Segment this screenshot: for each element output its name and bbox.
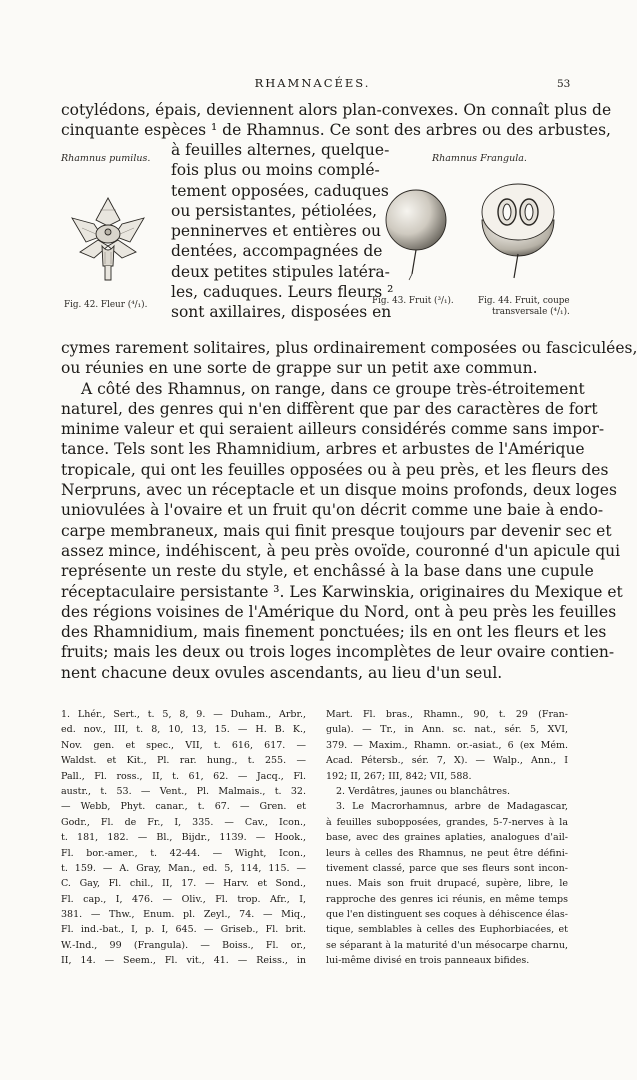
footnotes-left-column: [61, 707, 306, 969]
footnote-line: Mart. Fl. bras., Rhamn., 90, t. 29 (Fran-: [326, 709, 568, 720]
text-line: uniovulées à l'ovaire et un fruit qu'on décrit comme une baie à endo-: [61, 501, 604, 520]
footnote-line: W.-Ind., 99 (Frangula). — Boiss., Fl. or.,: [61, 939, 306, 951]
footnote-line: base, avec des graines aplaties, analogues d'ail-: [326, 832, 568, 844]
footnote-line: t. 159. — A. Gray, Man., ed. 5, 114, 115. —: [61, 862, 306, 874]
footnote-line: tique, semblables à celles des Euphorbiacées, et: [326, 924, 568, 936]
page-number: 53: [557, 78, 571, 90]
footnote-line: 3. Le Macrorhamnus, arbre de Madagascar,: [336, 801, 568, 813]
footnote-line: Fl. cap., I, 476. — Oliv., Fl. trop. Afr., I,: [61, 893, 306, 905]
footnote-line: Fl. bor.-amer., t. 42-44. — Wight, Icon.,: [61, 847, 306, 859]
text-line: fruits; mais les deux ou trois loges incomplètes de leur ovaire contien-: [61, 643, 615, 662]
text-line: carpe membraneux, mais qui finit presque toujours par devenir sec et: [61, 521, 612, 540]
figure-42-flower-illustration: [58, 180, 158, 290]
footnote-line: austr., t. 53. — Vent., Pl. Malmais., t. 32.: [61, 785, 306, 797]
text-line: cymes rarement solitaires, plus ordinairement composées ou fasciculées,: [61, 339, 637, 357]
footnote-line: lui-même divisé en trois panneaux bifides.: [326, 955, 530, 967]
text-line: fois plus ou moins complé-: [171, 161, 380, 180]
footnote-line: que l'en distinguent ses coques à déhiscence élas-: [326, 909, 568, 921]
footnote-line: 2. Verdâtres, jaunes ou blanchâtres.: [336, 785, 510, 797]
text-line: des Rhamnidium, mais finement ponctuées; ils en ont les fleurs et les: [61, 623, 607, 642]
text-line: deux petites stipules latéra-: [171, 262, 390, 281]
footnote-line: nues. Mais son fruit drupacé, supère, libre, le: [326, 878, 568, 890]
footnote-line: tivement classé, parce que ses fleurs sont incon-: [326, 862, 568, 874]
text-line: penninerves et entières ou: [171, 222, 382, 241]
body-text-bottom: [61, 338, 637, 683]
footnote-line: Waldst. et Kit., Pl. rar. hung., t. 255. —: [61, 755, 306, 767]
footnote-line: Nov. gen. et spec., VII, t. 616, 617. —: [61, 739, 306, 751]
figure-44-fruit-section-illustration: [470, 178, 570, 286]
text-line: représente un reste du style, et enchâssé à la base dans une cupule: [61, 562, 594, 581]
body-text-top: [61, 100, 612, 141]
text-line: sont axillaires, disposées en: [171, 303, 392, 322]
footnote-line: leurs à celles des Rhamnus, ne peut être défini-: [326, 847, 568, 859]
footnote-line: II, 14. — Seem., Fl. vit., 41. — Reiss., in: [61, 955, 306, 967]
footnote-line: 379. — Maxim., Rhamn. or.-asiat., 6 (ex Mém.: [326, 739, 568, 751]
figure-42-label: Rhamnus pumilus.: [61, 153, 151, 164]
text-line: ou réunies en une sorte de grappe sur un petit axe commun.: [61, 359, 538, 378]
footnote-line: gula). — Tr., in Ann. sc. nat., sér. 5, XVI,: [326, 724, 568, 736]
footnote-line: 192; II, 267; III, 842; VII, 588.: [326, 770, 472, 782]
text-line: réceptaculaire persistante ³. Les Karwinskia, originaires du Mexique et: [61, 582, 623, 601]
figure-43-fruit-illustration: [378, 178, 458, 286]
text-line: tropicale, qui ont les feuilles opposées ou à peu près, et les fleurs des: [61, 460, 609, 479]
text-line: assez mince, indéhiscent, à peu près ovoïde, couronné d'un apicule qui: [61, 541, 621, 560]
figure-44-caption-line-1: Fig. 44. Fruit, coupe: [478, 296, 570, 306]
footnote-line: Godr., Fl. de Fr., I, 335. — Cav., Icon.,: [61, 816, 306, 828]
figure-44-caption-line-2: transversale (⁴/₁).: [492, 307, 570, 317]
footnote-line: Pall., Fl. ross., II, t. 61, 62. — Jacq., Fl.: [61, 770, 306, 782]
figure-43-caption: Fig. 43. Fruit (³/₁).: [372, 296, 454, 306]
footnote-line: t. 181, 182. — Bl., Bijdr., 1139. — Hook.,: [61, 832, 306, 844]
text-line: nent chacune deux ovules ascendants, au lieu d'un seul.: [61, 663, 503, 682]
body-text-wrapped: [171, 140, 394, 323]
text-line: les, caduques. Leurs fleurs ²: [171, 283, 394, 302]
text-line: dentées, accompagnées de: [171, 242, 383, 261]
running-title: RHAMNACÉES.: [254, 76, 371, 90]
footnote-line: ed. nov., III, t. 8, 10, 13, 15. — H. B. K.,: [61, 724, 306, 736]
text-line: naturel, des genres qui n'en diffèrent que par des caractères de fort: [61, 399, 598, 418]
footnote-line: 1. Lhér., Sert., t. 5, 8, 9. — Duham., Arbr.,: [61, 709, 306, 720]
footnote-line: 381. — Thw., Enum. pl. Zeyl., 74. — Miq.,: [61, 909, 306, 921]
text-line: tance. Tels sont les Rhamnidium, arbres et arbustes de l'Amérique: [61, 440, 585, 459]
figure-42-caption: Fig. 42. Fleur (⁴/₁).: [64, 300, 148, 310]
figure-43-44-label: Rhamnus Frangula.: [432, 153, 527, 164]
footnote-line: C. Gay, Fl. chil., II, 17. — Harv. et Sond.,: [61, 878, 306, 890]
text-line: cinquante espèces ¹ de Rhamnus. Ce sont des arbres ou des arbustes,: [61, 121, 611, 140]
text-line: cotylédons, épais, deviennent alors plan-convexes. On connaît plus de: [61, 101, 612, 119]
text-line: tement opposées, caduques: [171, 181, 389, 200]
footnote-line: rapproche des genres ici réunis, en même temps: [326, 893, 568, 905]
text-line: à feuilles alternes, quelque-: [171, 141, 390, 159]
footnote-line: Fl. ind.-bat., I, p. I, 645. — Griseb., Fl. brit.: [61, 924, 306, 936]
text-line: minime valeur et qui seraient ailleurs considérés comme sans impor-: [61, 420, 605, 439]
footnote-line: à feuilles subopposées, grandes, 5-7-nerves à la: [326, 816, 568, 828]
text-line: des régions voisines de l'Amérique du Nord, ont à peu près les feuilles: [61, 602, 617, 621]
text-line: Nerpruns, avec un réceptacle et un disque moins profonds, deux loges: [61, 481, 617, 500]
footnote-line: se séparant à la maturité d'un mésocarpe charnu,: [326, 939, 568, 951]
text-line: ou persistantes, pétiolées,: [171, 201, 378, 220]
footnotes-right-column: [326, 707, 568, 969]
text-line: A côté des Rhamnus, on range, dans ce groupe très-étroitement: [81, 379, 585, 398]
footnote-line: Acad. Pétersb., sér. 7, X). — Walp., Ann., I: [326, 755, 568, 767]
footnote-line: — Webb, Phyt. canar., t. 67. — Gren. et: [61, 801, 306, 813]
